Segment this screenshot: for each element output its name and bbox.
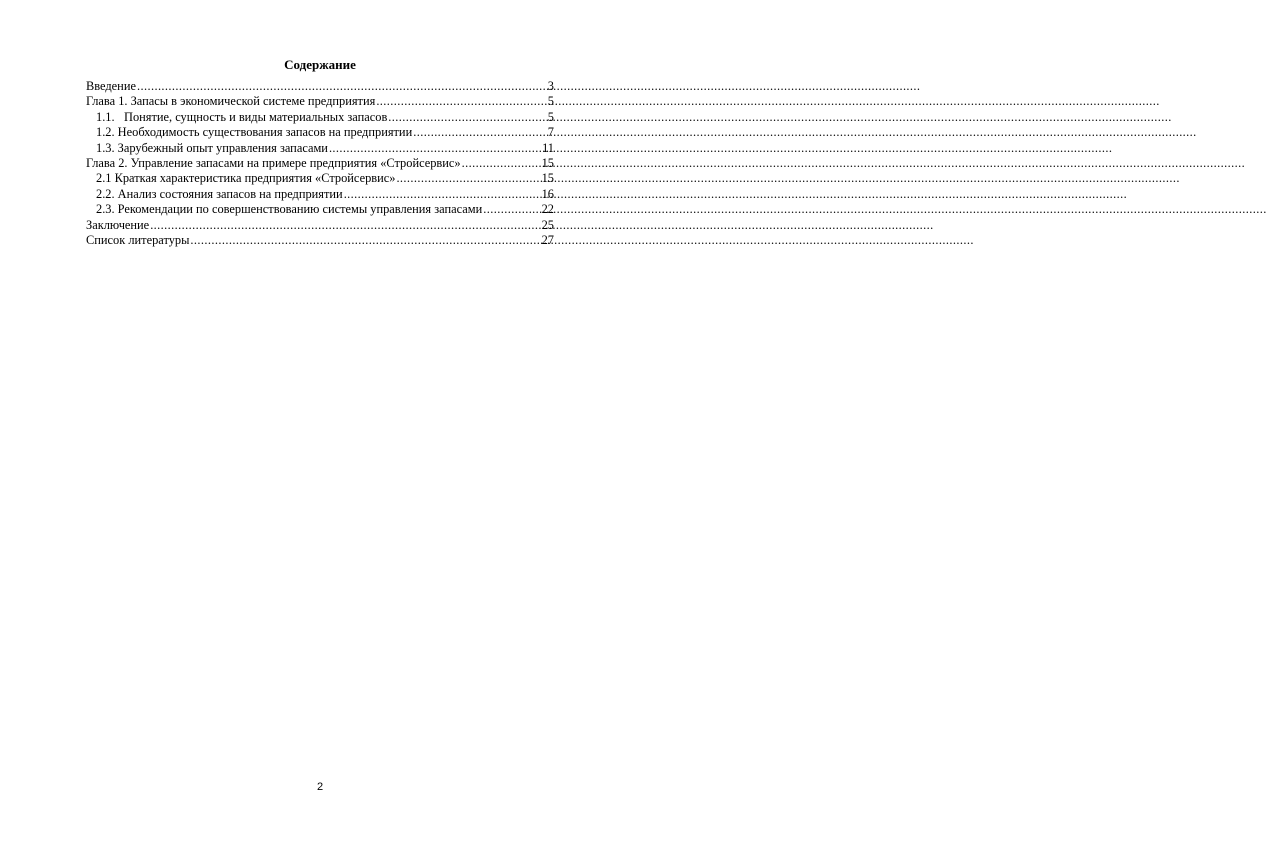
toc-entry-label: 2.3. Рекомендации по совершенствованию системы управления запасами <box>96 202 483 217</box>
toc-dot-leader <box>137 79 547 94</box>
toc-entry-label: Понятие, сущность и виды материальных запасов <box>124 109 388 124</box>
toc-entry-page: 11 <box>542 140 554 155</box>
toc-entry-label: 1.2. Необходимость существования запасов на предприятии <box>96 125 413 140</box>
toc-entry-label: Глава 2. Управление запасами на примере предприятия «Стройсервис» <box>86 155 461 170</box>
toc-entry <box>86 171 554 186</box>
toc-entry <box>86 125 554 140</box>
toc-entry-page: 5 <box>547 109 554 124</box>
toc-entry-page: 16 <box>541 186 554 201</box>
toc-title: Содержание <box>284 57 356 72</box>
toc-entry-label: Введение <box>86 79 136 93</box>
toc-entry <box>86 218 554 233</box>
toc-entry-page: 27 <box>541 232 554 247</box>
toc-entry-page: 22 <box>541 202 554 217</box>
toc-dot-leader <box>329 141 541 156</box>
toc-entry-page: 7 <box>547 125 554 140</box>
toc-entry-label: 1.3. Зарубежный опыт управления запасами <box>96 140 328 155</box>
toc-entry-label: Заключение <box>86 217 150 232</box>
page-number: 2 <box>316 781 324 793</box>
toc-entry <box>86 156 554 171</box>
table-of-contents <box>86 79 554 248</box>
toc-dot-leader <box>190 233 540 248</box>
toc-entry-label: Список литературы <box>86 232 190 247</box>
toc-entry <box>86 202 554 217</box>
toc-dot-leader <box>483 202 540 217</box>
toc-entry <box>86 141 554 156</box>
toc-entry-label: 2.2. Анализ состояния запасов на предприятии <box>96 186 343 201</box>
toc-entry-label: 2.1 Краткая характеристика предприятия «Стройсервис» <box>96 171 396 186</box>
toc-entry-label: Глава 1. Запасы в экономической системе предприятия <box>86 94 376 109</box>
toc-entry-page: 3 <box>547 79 554 93</box>
toc-dot-leader <box>344 187 541 202</box>
toc-entry-page: 25 <box>541 217 554 232</box>
toc-dot-leader <box>462 156 541 171</box>
toc-dot-leader <box>388 110 547 125</box>
toc-entry <box>86 79 554 94</box>
toc-entry-page: 15 <box>541 155 554 170</box>
toc-dot-leader <box>150 218 540 233</box>
toc-entry-number: 1.1. <box>96 109 115 124</box>
toc-entry <box>86 94 554 109</box>
toc-entry-page: 15 <box>541 171 554 186</box>
toc-entry <box>86 187 554 202</box>
toc-entry <box>86 110 554 125</box>
document-page <box>0 0 596 842</box>
toc-entry-page: 5 <box>547 94 554 109</box>
toc-dot-leader <box>413 125 547 140</box>
toc-dot-leader <box>396 171 540 186</box>
toc-entry <box>86 233 554 248</box>
toc-dot-leader <box>376 94 546 109</box>
